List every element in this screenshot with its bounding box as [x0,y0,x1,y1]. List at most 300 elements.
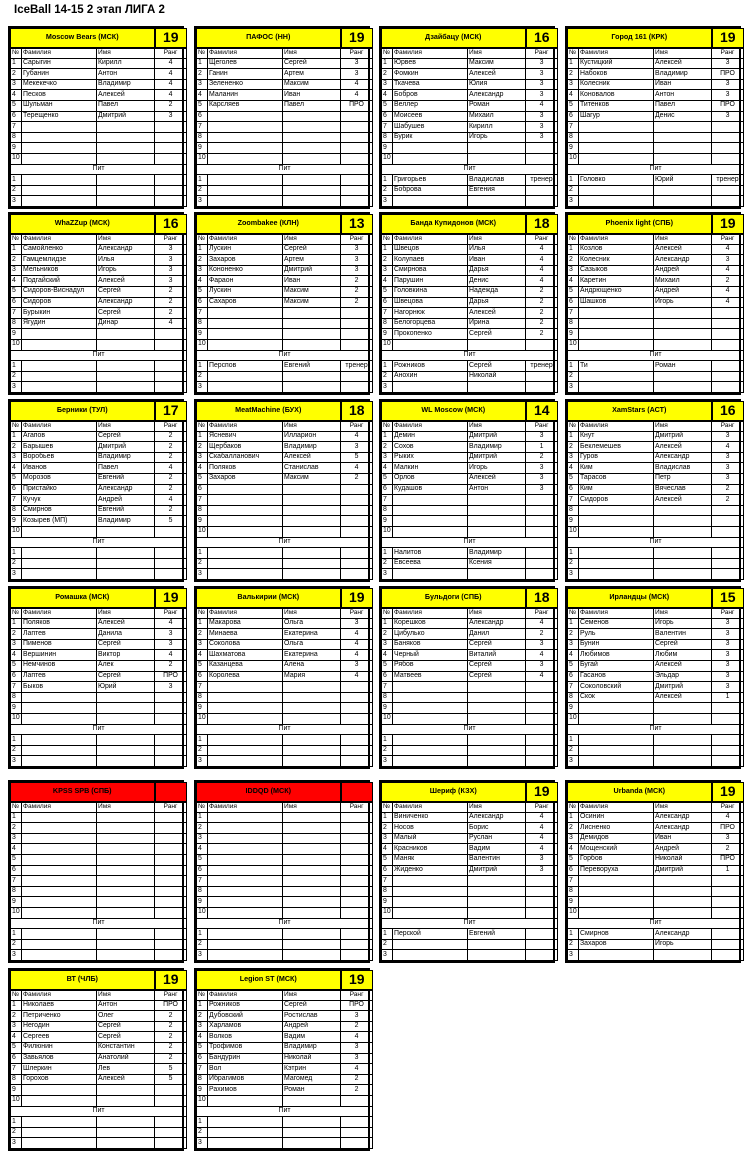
row-number: 7 [11,876,22,887]
player-rank: 2 [155,484,187,495]
row-number: 8 [11,692,22,703]
player-rank: 3 [712,660,744,671]
player-row [11,297,187,308]
row-number: 4 [197,90,208,101]
column-header-num: № [197,234,208,245]
player-first-name: Юрий [97,682,155,693]
pit-row [382,558,558,569]
pit-last-name: Евсеева [393,558,468,569]
player-row [197,660,373,671]
pit-last-name: Григорьев [393,175,468,186]
player-last-name: Демин [393,431,468,442]
team-name: WL Moscow (МСК) [382,402,526,421]
player-row [197,823,373,834]
player-row [382,132,558,143]
player-last-name [208,682,283,693]
player-first-name: Алексей [654,692,712,703]
pit-row-number: 1 [11,361,22,372]
team-name: MeatMachine (БУХ) [197,402,341,421]
pit-first-name [97,175,155,186]
player-rank [712,329,744,340]
column-header-rank: Ранг [155,48,187,59]
pit-first-name [654,735,712,746]
player-row [568,122,744,133]
player-row [382,713,558,724]
row-number: 7 [568,682,579,693]
player-last-name: Сидоров-Виснадул [22,286,97,297]
row-number: 1 [382,244,393,255]
player-last-name [208,812,283,823]
pit-role [712,361,744,372]
player-rank: 2 [341,297,373,308]
player-first-name [97,886,155,897]
player-first-name [97,703,155,714]
player-rank: 3 [712,833,744,844]
pit-first-name [654,569,712,580]
pit-last-name [393,569,468,580]
player-last-name [208,122,283,133]
player-rank [712,907,744,918]
player-rank: 2 [526,329,558,340]
pit-first-name [468,569,526,580]
player-row [11,671,187,682]
player-first-name [283,111,341,122]
pit-row [11,196,187,207]
column-header-first-name: Имя [283,608,341,619]
player-row [11,907,187,918]
row-number: 6 [197,1053,208,1064]
player-first-name: Александр [654,823,712,834]
row-number: 7 [11,682,22,693]
player-rank: 4 [341,79,373,90]
row-number: 5 [197,100,208,111]
column-header-last-name: Фамилия [208,48,283,59]
pit-first-name: Владимир [468,548,526,559]
player-rank: 4 [155,618,187,629]
row-number: 7 [11,495,22,506]
team-score: 14 [526,402,558,421]
row-number: 5 [197,286,208,297]
player-rank [712,516,744,527]
pit-row [568,735,744,746]
row-number: 7 [568,495,579,506]
player-row [568,318,744,329]
row-number: 10 [197,713,208,724]
row-number: 8 [197,132,208,143]
player-rank: 2 [155,1053,187,1064]
pit-role [155,950,187,961]
row-number: 8 [568,132,579,143]
row-number: 6 [197,484,208,495]
column-header-last-name: Фамилия [393,234,468,245]
player-last-name [208,505,283,516]
pit-role [341,939,373,950]
row-number: 9 [382,329,393,340]
player-rank: 5 [155,1064,187,1075]
pit-row-number: 3 [197,382,208,393]
player-rank: 4 [155,495,187,506]
column-header-first-name: Имя [283,421,341,432]
pit-row-number: 3 [197,756,208,767]
column-header-rank: Ранг [712,421,744,432]
player-row [197,650,373,661]
player-rank [712,526,744,537]
player-first-name [468,907,526,918]
row-number: 4 [382,276,393,287]
player-rank: 4 [526,823,558,834]
player-first-name: Сергей [468,639,526,650]
row-number: 4 [197,463,208,474]
player-row [382,244,558,255]
team-score: 18 [341,402,373,421]
team-card [194,212,370,395]
player-last-name [22,692,97,703]
player-first-name: Андрей [654,286,712,297]
pit-row [382,569,558,580]
pit-role [155,371,187,382]
player-rank: 2 [341,286,373,297]
player-row [568,713,744,724]
player-first-name: Эльдар [654,671,712,682]
player-last-name: Цибулько [393,629,468,640]
player-first-name: Иван [283,276,341,287]
player-last-name [208,907,283,918]
player-first-name [468,495,526,506]
player-first-name: Иван [283,90,341,101]
row-number: 5 [197,660,208,671]
player-row [568,897,744,908]
player-last-name [208,692,283,703]
player-last-name [579,339,654,350]
column-header-last-name: Фамилия [393,802,468,813]
pit-last-name [579,558,654,569]
player-last-name [22,812,97,823]
column-header-first-name: Имя [97,608,155,619]
row-number: 2 [197,629,208,640]
row-number: 7 [382,682,393,693]
player-first-name [283,143,341,154]
pit-last-name [579,185,654,196]
column-header-first-name: Имя [468,234,526,245]
player-rank: 4 [341,463,373,474]
player-first-name [97,329,155,340]
pit-section-label: Пит [382,724,558,735]
player-rank [341,1095,373,1106]
row-number: 7 [11,122,22,133]
player-rank: 3 [341,69,373,80]
pit-first-name [654,558,712,569]
player-first-name [283,505,341,516]
player-last-name: Юрвев [393,58,468,69]
player-first-name: Владимир [283,1042,341,1053]
player-first-name [97,339,155,350]
player-rank: 2 [155,1011,187,1022]
player-first-name: Андрей [97,495,155,506]
pit-first-name [654,382,712,393]
player-last-name: Малкин [393,463,468,474]
player-row [197,339,373,350]
pit-last-name [579,371,654,382]
column-header-rank: Ранг [341,48,373,59]
pit-row-number: 3 [11,756,22,767]
row-number: 2 [568,255,579,266]
team-name: XamStars (АСТ) [568,402,712,421]
player-row [382,876,558,887]
player-rank [341,844,373,855]
pit-row-number: 2 [568,558,579,569]
player-last-name: Шабушев [393,122,468,133]
pit-row [382,548,558,559]
player-row [197,876,373,887]
row-number: 1 [197,618,208,629]
pit-first-name [97,939,155,950]
row-number: 10 [382,713,393,724]
player-row [382,286,558,297]
row-number: 4 [11,1032,22,1043]
player-rank [341,111,373,122]
player-row [568,823,744,834]
player-rank [341,692,373,703]
row-number: 3 [568,833,579,844]
player-last-name: Красников [393,844,468,855]
row-number: 9 [568,516,579,527]
player-first-name [97,833,155,844]
pit-row-number: 2 [568,939,579,950]
row-number: 1 [197,244,208,255]
player-rank [712,308,744,319]
row-number: 1 [382,431,393,442]
player-first-name: Дарья [468,265,526,276]
row-number: 2 [568,629,579,640]
player-first-name: Владимир [654,69,712,80]
column-header-rank: Ранг [712,234,744,245]
player-rank: 3 [341,618,373,629]
player-first-name [97,713,155,724]
row-number: 3 [197,833,208,844]
pit-role [712,558,744,569]
player-row [382,431,558,442]
player-rank [712,339,744,350]
row-number: 6 [568,111,579,122]
pit-row-number: 2 [382,745,393,756]
pit-last-name [22,735,97,746]
player-first-name: Данила [97,629,155,640]
pit-first-name [283,939,341,950]
player-last-name: Соколова [208,639,283,650]
player-row [197,1032,373,1043]
team-name: Urbanda (МСК) [568,783,712,802]
row-number: 8 [382,132,393,143]
player-last-name: Бурыкин [22,308,97,319]
pit-last-name [208,950,283,961]
row-number: 1 [382,618,393,629]
row-number: 5 [568,473,579,484]
column-header-num: № [11,990,22,1001]
player-last-name: Веллер [393,100,468,111]
row-number: 3 [197,265,208,276]
row-number: 2 [382,823,393,834]
pit-last-name [579,735,654,746]
pit-row-number: 3 [568,569,579,580]
team-score: 13 [341,215,373,234]
row-number: 1 [11,1000,22,1011]
player-row [11,639,187,650]
pit-row [11,745,187,756]
pit-row-number: 3 [568,196,579,207]
row-number: 6 [382,111,393,122]
player-row [197,69,373,80]
player-first-name: Артем [283,255,341,266]
player-row [197,692,373,703]
row-number: 10 [197,339,208,350]
pit-row-number: 3 [11,1138,22,1149]
row-number: 5 [568,660,579,671]
player-rank [155,122,187,133]
team-card [8,780,184,963]
row-number: 4 [197,650,208,661]
pit-role [155,548,187,559]
column-header-num: № [197,802,208,813]
player-row [11,255,187,266]
row-number: 3 [382,833,393,844]
player-last-name [208,329,283,340]
player-row [568,660,744,671]
row-number: 9 [197,329,208,340]
column-header-first-name: Имя [468,48,526,59]
player-first-name [97,854,155,865]
row-number: 6 [197,111,208,122]
team-card [379,586,555,769]
team-name: Ромашка (МСК) [11,589,155,608]
pit-role [526,569,558,580]
player-first-name [283,484,341,495]
row-number: 5 [197,1042,208,1053]
player-first-name: Михаил [654,276,712,287]
pit-row [11,548,187,559]
player-row [197,1011,373,1022]
player-last-name [22,833,97,844]
player-first-name: Дмитрий [654,431,712,442]
player-row [568,431,744,442]
player-row [11,484,187,495]
player-rank [712,703,744,714]
player-first-name: Алексей [654,660,712,671]
row-number: 3 [568,79,579,90]
player-first-name [654,897,712,908]
team-score: 19 [341,971,373,990]
player-last-name [579,907,654,918]
player-last-name [393,516,468,527]
row-number: 9 [11,897,22,908]
player-row [382,865,558,876]
player-first-name: Антон [97,1000,155,1011]
player-row [197,713,373,724]
team-name: Legion ST (МСК) [197,971,341,990]
player-rank: 2 [155,442,187,453]
player-rank: 3 [341,1042,373,1053]
player-row [568,339,744,350]
row-number: 6 [568,671,579,682]
player-rank: 2 [341,473,373,484]
player-first-name: Любим [654,650,712,661]
pit-row-number: 2 [382,371,393,382]
player-row [568,265,744,276]
player-last-name [579,516,654,527]
column-header-first-name: Имя [654,234,712,245]
player-first-name: Сергей [97,1021,155,1032]
player-rank: 2 [712,484,744,495]
player-row [197,111,373,122]
pit-row-number: 2 [568,745,579,756]
team-name: WhaZZup (МСК) [11,215,155,234]
row-number: 5 [11,854,22,865]
player-first-name: Константин [97,1042,155,1053]
row-number: 8 [568,692,579,703]
player-first-name: Илья [97,255,155,266]
team-card [565,399,741,582]
pit-last-name: Головко [579,175,654,186]
row-number: 10 [197,153,208,164]
player-rank: ПРО [712,823,744,834]
player-first-name [283,854,341,865]
player-last-name: Ганин [208,69,283,80]
row-number: 9 [11,703,22,714]
pit-row-number: 3 [11,382,22,393]
row-number: 10 [568,153,579,164]
player-rank [155,132,187,143]
column-header-num: № [11,48,22,59]
player-row [197,1053,373,1064]
player-rank [526,339,558,350]
player-rank: 3 [526,463,558,474]
column-header-first-name: Имя [654,421,712,432]
pit-first-name [97,1127,155,1138]
player-row [568,58,744,69]
player-last-name: Кононенко [208,265,283,276]
player-last-name: Руль [579,629,654,640]
player-rank: 3 [526,111,558,122]
column-header-last-name: Фамилия [22,990,97,1001]
pit-last-name [22,1138,97,1149]
player-rank: 5 [155,516,187,527]
player-last-name [22,876,97,887]
player-last-name: Шульман [22,100,97,111]
row-number: 1 [197,58,208,69]
player-rank: 2 [155,1032,187,1043]
row-number: 10 [11,526,22,537]
player-rank [155,844,187,855]
player-last-name: Ткачева [393,79,468,90]
column-header-rank: Ранг [526,802,558,813]
pit-role [712,196,744,207]
pit-role [155,1127,187,1138]
player-row [382,90,558,101]
player-row [568,526,744,537]
player-rank [341,876,373,887]
pit-row-number: 1 [197,735,208,746]
row-number: 6 [197,297,208,308]
player-rank [712,505,744,516]
pit-row [382,939,558,950]
player-last-name [393,339,468,350]
player-last-name: Моисеев [393,111,468,122]
player-rank [712,897,744,908]
player-last-name: Сарыгин [22,58,97,69]
pit-role [341,371,373,382]
player-last-name [579,122,654,133]
player-row [197,495,373,506]
pit-first-name [283,569,341,580]
